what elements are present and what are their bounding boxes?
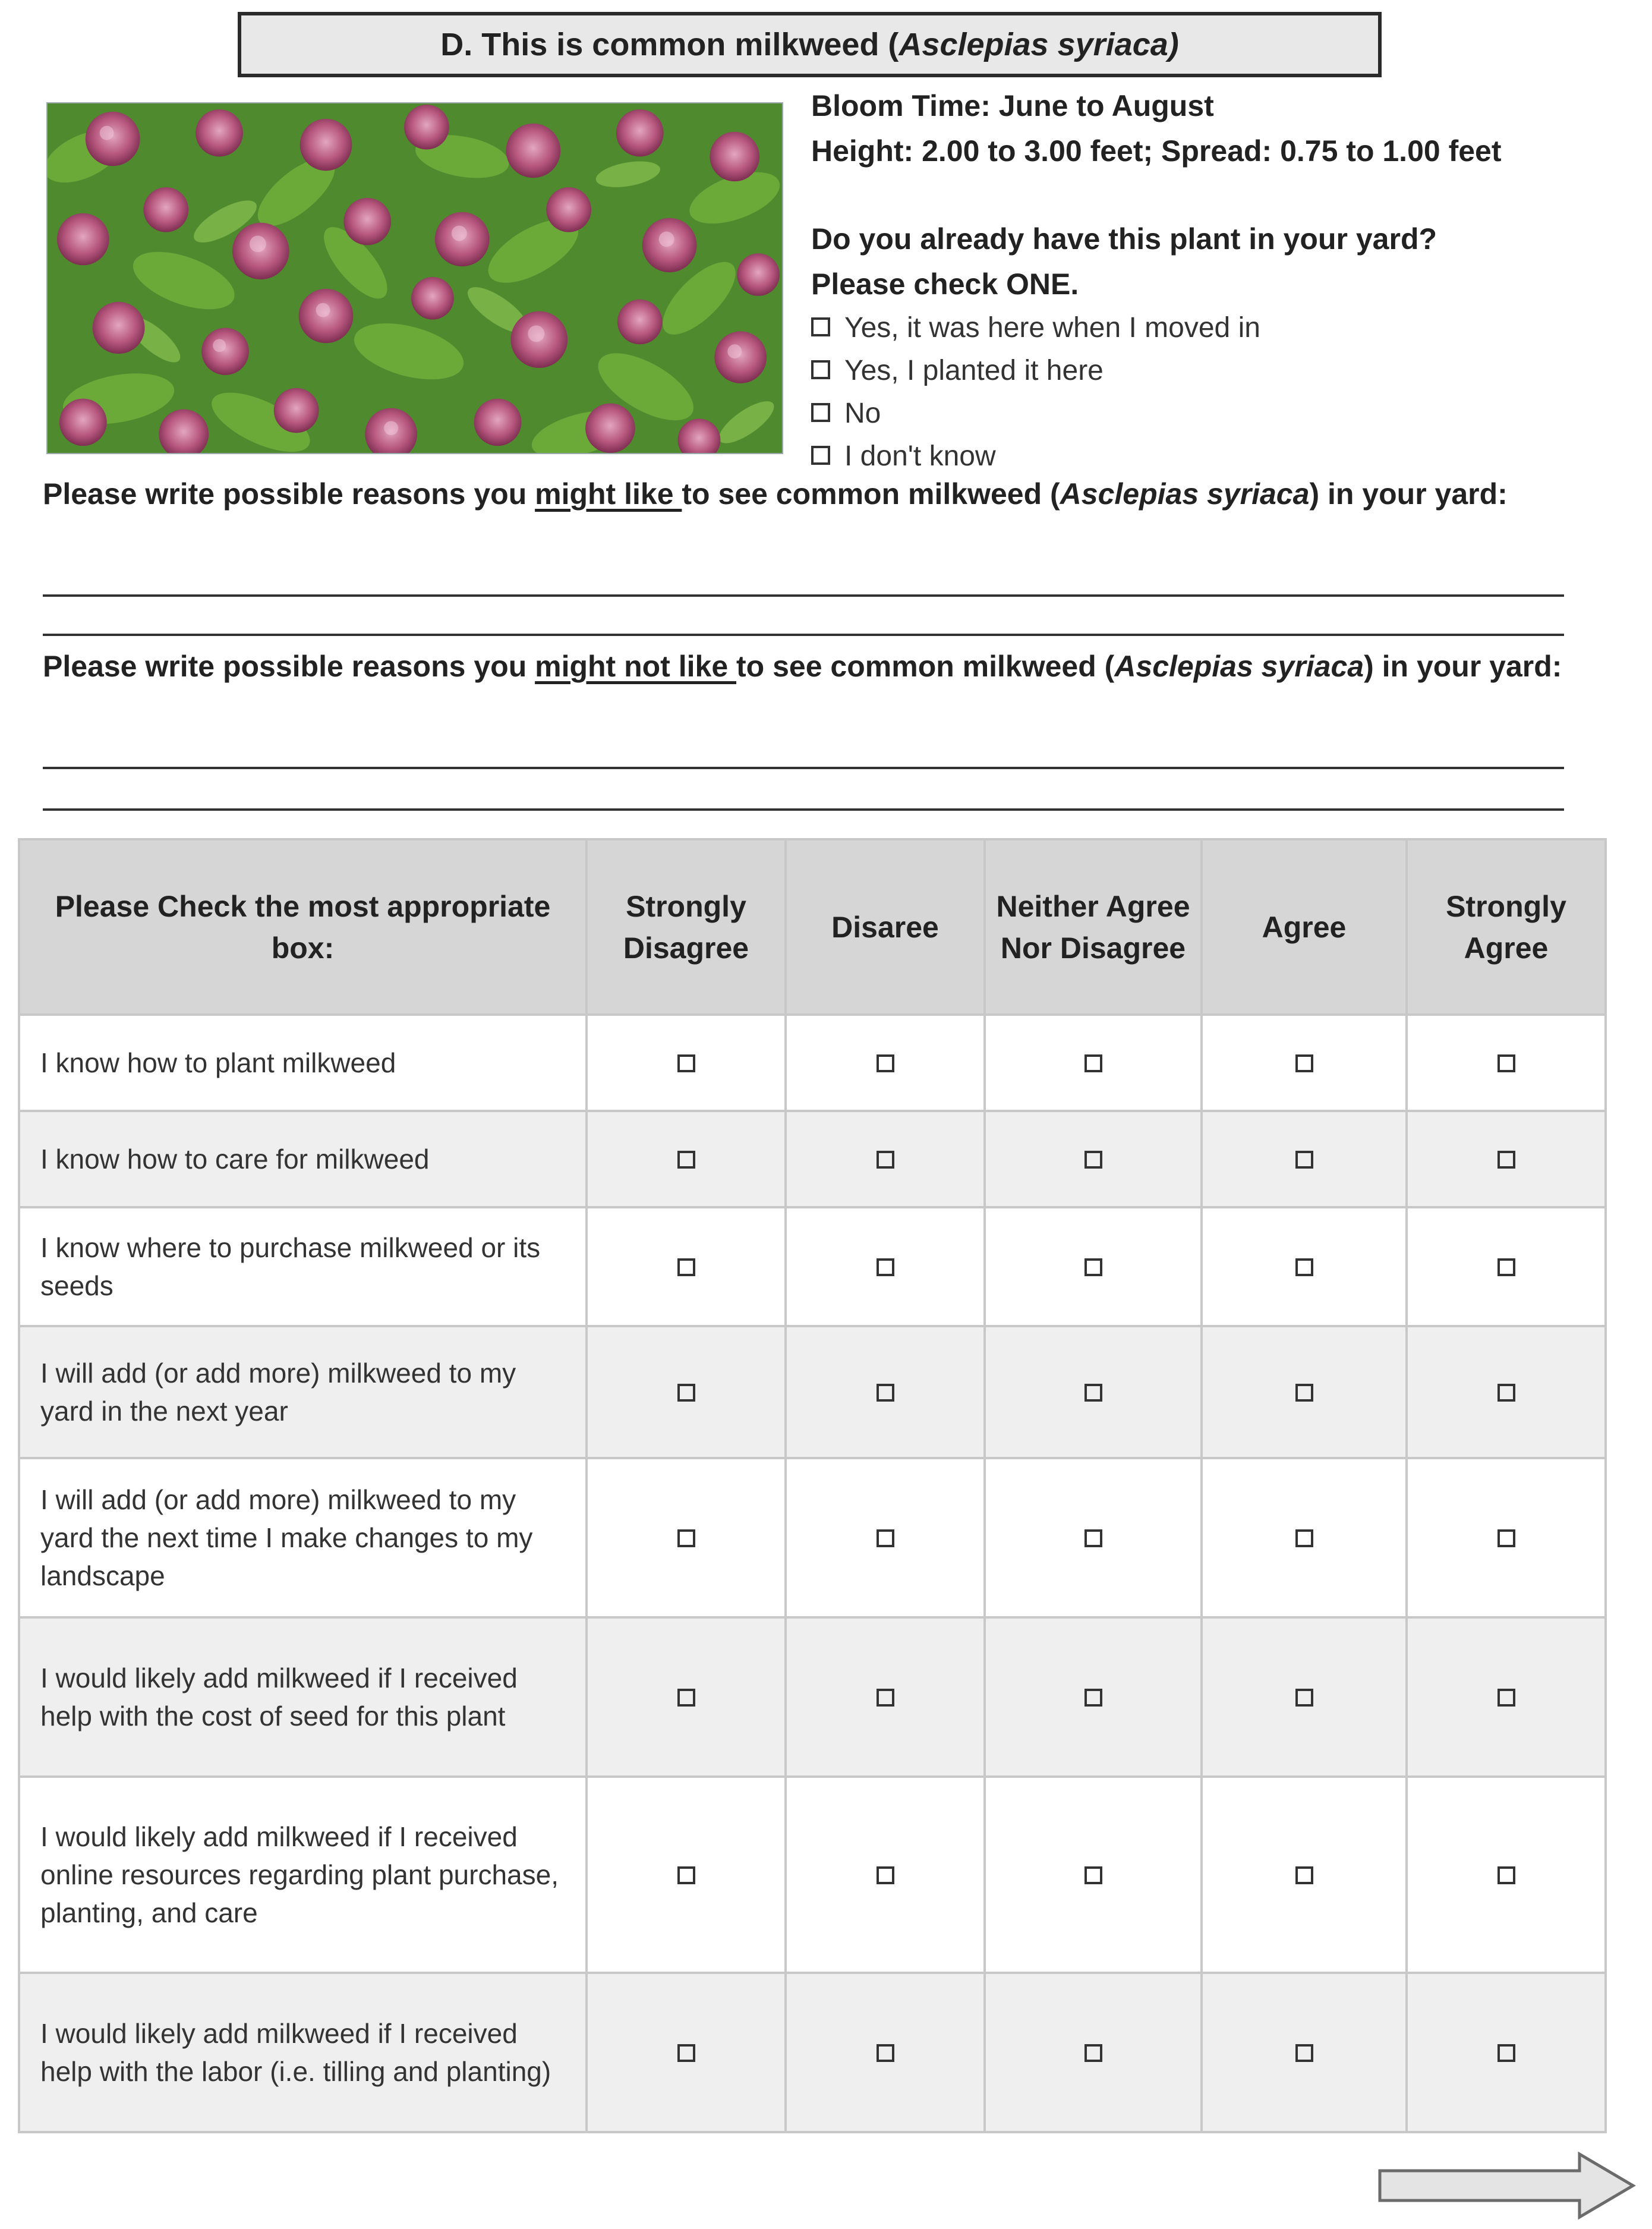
checkbox-icon[interactable] — [1295, 1384, 1313, 1402]
header-strongly-agree: Strongly Agree — [1407, 839, 1606, 1015]
checkbox-icon[interactable] — [1497, 1384, 1515, 1402]
checkbox-icon[interactable] — [811, 360, 830, 379]
checkbox-cell[interactable] — [985, 1617, 1202, 1777]
milkweed-photo — [46, 102, 783, 454]
prompt-might-like — [43, 473, 1612, 515]
checkbox-cell[interactable] — [786, 1777, 985, 1973]
checkbox-icon[interactable] — [877, 1866, 894, 1884]
checkbox-icon[interactable] — [877, 1258, 894, 1276]
checkbox-icon[interactable] — [1295, 1689, 1313, 1707]
checkbox-icon[interactable] — [1295, 1258, 1313, 1276]
checkbox-cell[interactable] — [786, 1458, 985, 1617]
checkbox-cell[interactable] — [587, 1015, 786, 1111]
checkbox-icon[interactable] — [1084, 1866, 1102, 1884]
option-moved-in[interactable] — [811, 307, 1643, 350]
checkbox-icon[interactable] — [1497, 2044, 1515, 2062]
checkbox-cell[interactable] — [985, 1111, 1202, 1207]
checkbox-icon[interactable] — [1295, 2044, 1313, 2062]
option-planted[interactable] — [811, 350, 1643, 392]
checkbox-cell[interactable] — [1202, 1617, 1407, 1777]
checkbox-cell[interactable] — [985, 1777, 1202, 1973]
prompt-text: ) in your yard: — [1309, 477, 1508, 511]
likert-table — [18, 838, 1607, 2133]
prompt-emphasis: might not like — [535, 650, 737, 683]
header-strongly-disagree: Strongly Disagree — [587, 839, 786, 1015]
checkbox-icon[interactable] — [1497, 1866, 1515, 1884]
checkbox-icon[interactable] — [877, 1054, 894, 1072]
checkbox-cell[interactable] — [786, 1973, 985, 2132]
prompt-text: to see common milkweed ( — [736, 650, 1115, 683]
table-row — [19, 1458, 1606, 1617]
checkbox-cell[interactable] — [1202, 1973, 1407, 2132]
checkbox-cell[interactable] — [1202, 1015, 1407, 1111]
table-row — [19, 1015, 1606, 1111]
checkbox-cell[interactable] — [985, 1973, 1202, 2132]
checkbox-cell[interactable] — [1407, 1458, 1606, 1617]
checkbox-cell[interactable] — [1202, 1207, 1407, 1326]
checkbox-icon[interactable] — [677, 1866, 695, 1884]
checkbox-icon[interactable] — [877, 1151, 894, 1169]
bloom-time: Bloom Time: June to August — [811, 89, 1214, 122]
checkbox-icon[interactable] — [1497, 1054, 1515, 1072]
checkbox-icon[interactable] — [677, 2044, 695, 2062]
checkbox-cell[interactable] — [587, 1326, 786, 1458]
checkbox-cell[interactable] — [587, 1111, 786, 1207]
statement-cell: I know how to plant milkweed — [19, 1015, 587, 1111]
statement-cell: I will add (or add more) milkweed to my yard the next time I make changes to my landscape — [19, 1458, 587, 1617]
checkbox-cell[interactable] — [786, 1111, 985, 1207]
prompt-might-not-like — [43, 646, 1612, 687]
checkbox-cell[interactable] — [1202, 1777, 1407, 1973]
checkbox-cell[interactable] — [1407, 1207, 1606, 1326]
prompt-text: Please write possible reasons you — [43, 650, 535, 683]
checkbox-icon[interactable] — [877, 1384, 894, 1402]
checkbox-icon[interactable] — [1084, 1689, 1102, 1707]
checkbox-icon[interactable] — [1084, 1384, 1102, 1402]
checkbox-icon[interactable] — [1084, 1258, 1102, 1276]
prompt-scientific: Asclepias syriaca — [1060, 477, 1310, 511]
checkbox-icon[interactable] — [877, 2044, 894, 2062]
option-label: I don't know — [844, 440, 996, 472]
header-neutral: Neither Agree Nor Disagree — [985, 839, 1202, 1015]
checkbox-cell[interactable] — [1407, 1015, 1606, 1111]
table-row — [19, 1973, 1606, 2132]
checkbox-cell[interactable] — [1407, 1111, 1606, 1207]
checkbox-icon[interactable] — [677, 1529, 695, 1547]
checkbox-icon[interactable] — [1497, 1529, 1515, 1547]
checkbox-cell[interactable] — [786, 1326, 985, 1458]
header-statement: Please Check the most appropriate box: — [19, 839, 587, 1015]
checkbox-cell[interactable] — [587, 1777, 786, 1973]
checkbox-cell[interactable] — [1407, 1617, 1606, 1777]
checkbox-icon[interactable] — [1295, 1151, 1313, 1169]
checkbox-cell[interactable] — [587, 1458, 786, 1617]
option-label: Yes, it was here when I moved in — [844, 312, 1260, 344]
checkbox-cell[interactable] — [786, 1207, 985, 1326]
plant-size: Height: 2.00 to 3.00 feet; Spread: 0.75 to 1.00 feet — [811, 134, 1502, 168]
table-row — [19, 1617, 1606, 1777]
checkbox-icon[interactable] — [1295, 1054, 1313, 1072]
checkbox-icon[interactable] — [1084, 1151, 1102, 1169]
statement-cell: I know how to care for milkweed — [19, 1111, 587, 1207]
title-scientific: Asclepias syriaca) — [898, 27, 1179, 62]
title-prefix: D. This is common milkweed ( — [440, 27, 899, 62]
section-title — [238, 12, 1382, 77]
prompt-scientific: Asclepias syriaca — [1114, 650, 1364, 683]
checkbox-cell[interactable] — [587, 1617, 786, 1777]
checkbox-cell[interactable] — [985, 1458, 1202, 1617]
table-header-row — [19, 839, 1606, 1015]
checkbox-icon[interactable] — [1497, 1151, 1515, 1169]
checkbox-cell[interactable] — [1202, 1458, 1407, 1617]
option-no[interactable] — [811, 392, 1643, 435]
ownership-question: Do you already have this plant in your yard? — [811, 222, 1437, 256]
checkbox-icon[interactable] — [877, 1529, 894, 1547]
checkbox-icon[interactable] — [677, 1689, 695, 1707]
checkbox-cell[interactable] — [786, 1617, 985, 1777]
milkweed-photo-art — [48, 103, 782, 453]
checkbox-icon[interactable] — [677, 1151, 695, 1169]
checkbox-cell[interactable] — [1407, 1777, 1606, 1973]
header-agree: Agree — [1202, 839, 1407, 1015]
table-row — [19, 1777, 1606, 1973]
checkbox-cell[interactable] — [985, 1326, 1202, 1458]
checkbox-icon[interactable] — [1497, 1689, 1515, 1707]
checkbox-icon[interactable] — [811, 403, 830, 422]
next-arrow-icon[interactable] — [1377, 2151, 1638, 2221]
prompt-text: to see common milkweed ( — [682, 477, 1060, 511]
checkbox-icon[interactable] — [811, 317, 830, 336]
ownership-instruction: Please check ONE. — [811, 267, 1079, 301]
checkbox-cell[interactable] — [786, 1015, 985, 1111]
header-disagree: Disaree — [786, 839, 985, 1015]
statement-cell: I will add (or add more) milkweed to my yard in the next year — [19, 1326, 587, 1458]
checkbox-icon[interactable] — [1497, 1258, 1515, 1276]
checkbox-icon[interactable] — [1084, 1529, 1102, 1547]
statement-cell: I would likely add milkweed if I received help with the labor (i.e. tilling and planting) — [19, 1973, 587, 2132]
statement-cell: I know where to purchase milkweed or its seeds — [19, 1207, 587, 1326]
checkbox-icon[interactable] — [811, 446, 830, 465]
answer-line[interactable] — [43, 634, 1564, 636]
prompt-emphasis: might like — [535, 477, 682, 511]
checkbox-cell[interactable] — [1202, 1326, 1407, 1458]
checkbox-cell[interactable] — [985, 1207, 1202, 1326]
checkbox-cell[interactable] — [1407, 1973, 1606, 2132]
table-row — [19, 1111, 1606, 1207]
table-row — [19, 1207, 1606, 1326]
checkbox-icon[interactable] — [877, 1689, 894, 1707]
option-label: Yes, I planted it here — [844, 355, 1104, 386]
checkbox-icon[interactable] — [677, 1384, 695, 1402]
table-row — [19, 1326, 1606, 1458]
answer-line[interactable] — [43, 594, 1564, 597]
statement-cell: I would likely add milkweed if I received online resources regarding plant purchase, planting, and care — [19, 1777, 587, 1973]
answer-line[interactable] — [43, 767, 1564, 769]
checkbox-cell[interactable] — [587, 1207, 786, 1326]
checkbox-cell[interactable] — [985, 1015, 1202, 1111]
checkbox-icon[interactable] — [1295, 1529, 1313, 1547]
prompt-text: ) in your yard: — [1364, 650, 1562, 683]
statement-cell: I would likely add milkweed if I received help with the cost of seed for this plant — [19, 1617, 587, 1777]
checkbox-icon[interactable] — [677, 1054, 695, 1072]
answer-line[interactable] — [43, 808, 1564, 811]
checkbox-icon[interactable] — [1295, 1866, 1313, 1884]
checkbox-cell[interactable] — [1202, 1111, 1407, 1207]
checkbox-icon[interactable] — [677, 1258, 695, 1276]
option-dont-know[interactable] — [811, 435, 1643, 478]
plant-info — [811, 83, 1643, 478]
option-label: No — [844, 398, 881, 429]
checkbox-icon[interactable] — [1084, 2044, 1102, 2062]
checkbox-cell[interactable] — [587, 1973, 786, 2132]
checkbox-icon[interactable] — [1084, 1054, 1102, 1072]
checkbox-cell[interactable] — [1407, 1326, 1606, 1458]
prompt-text: Please write possible reasons you — [43, 477, 535, 511]
